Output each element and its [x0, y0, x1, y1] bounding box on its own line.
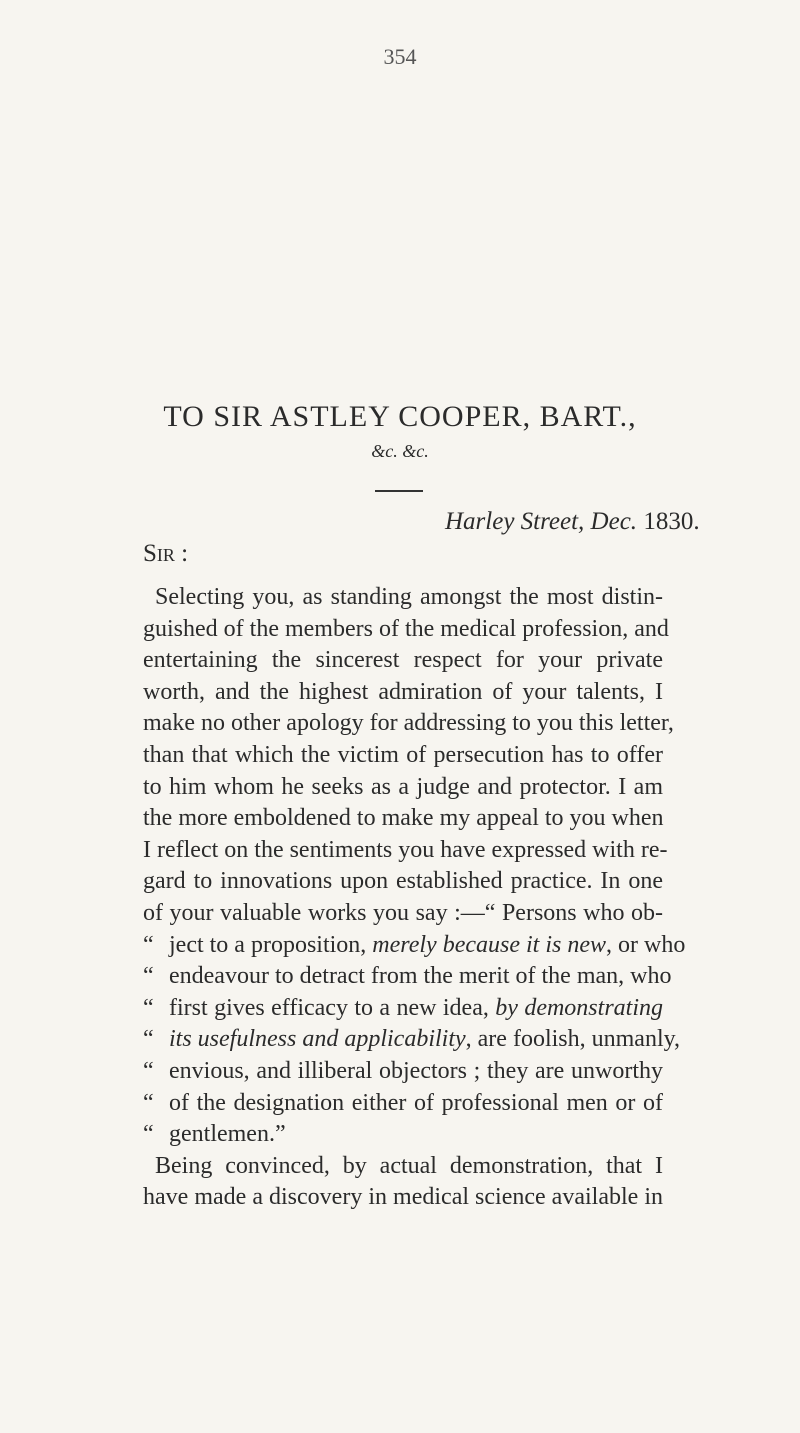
quote-line [143, 1024, 681, 1056]
quote-line [143, 930, 686, 962]
text-line: than that which the victim of persecution has to offer [143, 741, 663, 768]
heading-rule [375, 490, 423, 492]
dateline-place: Harley Street, Dec. [445, 508, 638, 535]
text-line: worth, and the highest admiration of your talents, I [143, 678, 663, 705]
text-line: Selecting you, as standing amongst the most distin- [155, 584, 663, 610]
text-line: have made a discovery in medical science available in [143, 1184, 663, 1211]
quote-mark: “ [143, 1121, 154, 1148]
quote-emphasis: its usefulness and applicability [169, 1026, 466, 1053]
quote-text: , are foolish, unmanly, [465, 1026, 681, 1053]
quote-line [143, 1088, 663, 1120]
letter-heading: TO SIR ASTLEY COOPER, BART., [163, 400, 637, 433]
quote-text: gentlemen.” [169, 1121, 286, 1148]
quote-mark: “ [143, 1089, 154, 1116]
quote-text: of the designation either of professional men or of [169, 1089, 663, 1116]
quote-mark: “ [143, 994, 154, 1021]
quote-line [143, 1056, 663, 1088]
quote-text: envious, and illiberal objectors ; they are unworthy [169, 1057, 663, 1084]
letter-body [143, 582, 686, 1214]
text-line: I reflect on the sentiments you have expressed with re- [143, 836, 668, 863]
quote-text: , or who [606, 931, 686, 958]
text-line: of your valuable works you say :—“ Persons who ob- [143, 899, 663, 926]
text-line: the more emboldened to make my appeal to you when [143, 805, 664, 832]
quote-mark: “ [143, 931, 154, 958]
letter-heading-subtitle: &c. &c. [371, 441, 429, 461]
text-line: to him whom he seeks as a judge and protector. I am [143, 773, 663, 800]
page-number: 354 [383, 44, 417, 69]
text-line: Being convinced, by actual demonstration, that I [155, 1152, 663, 1179]
quote-emphasis: merely because it is new [372, 931, 607, 958]
dateline [445, 508, 700, 536]
text-line: guished of the members of the medical profession, and [143, 615, 669, 642]
dateline-year: 1830. [643, 508, 700, 535]
quote-mark: “ [143, 1026, 154, 1053]
text-line: make no other apology for addressing to you this letter, [143, 710, 674, 737]
text-line: gard to innovations upon established practice. In one [143, 868, 663, 895]
quote-line [143, 993, 663, 1025]
quote-line [143, 1119, 663, 1151]
quote-text: ject to a proposition, [169, 931, 373, 958]
text-line: entertaining the sincerest respect for your private [143, 647, 663, 674]
quote-line [143, 961, 672, 993]
quote-mark: “ [143, 1057, 154, 1084]
quote-text: first gives efficacy to a new idea, [169, 994, 496, 1021]
quote-mark: “ [143, 963, 154, 990]
quote-emphasis: by demonstrating [495, 994, 663, 1021]
quote-text: endeavour to detract from the merit of the man, who [169, 963, 672, 990]
salutation: Sir : [143, 540, 189, 567]
